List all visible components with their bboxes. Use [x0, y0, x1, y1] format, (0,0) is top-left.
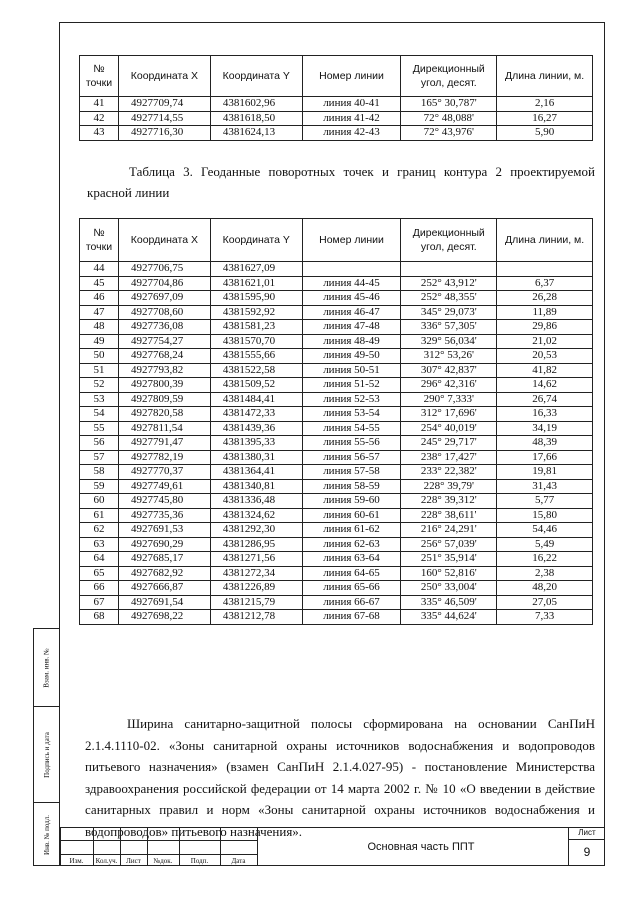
cell-point: 64	[80, 552, 119, 567]
cell-angle: 335° 44,624'	[401, 610, 497, 625]
cell-coord-y: 4381272,34	[210, 566, 302, 581]
title-block	[60, 827, 605, 865]
cell-length: 26,28	[497, 291, 593, 306]
table-row	[80, 523, 593, 538]
cell-point: 68	[80, 610, 119, 625]
table-row	[80, 421, 593, 436]
cell-angle: 335° 46,509'	[401, 595, 497, 610]
sheet-label: Лист	[569, 827, 605, 840]
cell-line: линия 54-55	[302, 421, 401, 436]
cell-angle: 165° 30,787'	[401, 97, 497, 112]
geodata-table-3	[79, 218, 593, 625]
side-label-original-inv: Инв. № подл.	[43, 815, 52, 855]
table-row	[80, 392, 593, 407]
table-row	[80, 610, 593, 625]
cell-length: 2,16	[497, 97, 593, 112]
cell-angle: 252° 43,912'	[401, 276, 497, 291]
cell-length: 31,43	[497, 479, 593, 494]
cell-coord-y: 4381212,78	[210, 610, 302, 625]
cell-coord-x: 4927666,87	[118, 581, 210, 596]
cell-point: 59	[80, 479, 119, 494]
cell-coord-x: 4927745,80	[118, 494, 210, 509]
stamp-label-date: Дата	[231, 857, 246, 865]
cell-point: 54	[80, 407, 119, 422]
cell-angle: 251° 35,914'	[401, 552, 497, 567]
cell-coord-x: 4927682,92	[118, 566, 210, 581]
cell-point: 47	[80, 305, 119, 320]
cell-length: 5,90	[497, 126, 593, 141]
cell-length: 5,49	[497, 537, 593, 552]
cell-point: 65	[80, 566, 119, 581]
cell-angle: 312° 53,26'	[401, 349, 497, 364]
table-row	[80, 97, 593, 112]
table-row	[80, 450, 593, 465]
cell-angle: 72° 43,976'	[401, 126, 497, 141]
cell-angle: 216° 24,291'	[401, 523, 497, 538]
table-row	[80, 262, 593, 277]
cell-coord-y: 4381286,95	[210, 537, 302, 552]
document-title: Основная часть ППТ	[367, 841, 475, 853]
cell-angle: 250° 33,004'	[401, 581, 497, 596]
cell-line: линия 50-51	[302, 363, 401, 378]
cell-length: 48,39	[497, 436, 593, 451]
cell-length: 11,89	[497, 305, 593, 320]
cell-angle: 245° 29,717'	[401, 436, 497, 451]
cell-length: 29,86	[497, 320, 593, 335]
cell-line: линия 59-60	[302, 494, 401, 509]
col-point: № точки	[80, 56, 119, 97]
cell-coord-y: 4381555,66	[210, 349, 302, 364]
cell-coord-y: 4381595,90	[210, 291, 302, 306]
cell-coord-x: 4927809,59	[118, 392, 210, 407]
cell-angle: 233° 22,382'	[401, 465, 497, 480]
cell-point: 67	[80, 595, 119, 610]
cell-point: 60	[80, 494, 119, 509]
cell-coord-y: 4381215,79	[210, 595, 302, 610]
cell-coord-y: 4381627,09	[210, 262, 302, 277]
cell-coord-x: 4927685,17	[118, 552, 210, 567]
cell-coord-y: 4381336,48	[210, 494, 302, 509]
cell-coord-y: 4381271,56	[210, 552, 302, 567]
table-row	[80, 305, 593, 320]
cell-line: линия 61-62	[302, 523, 401, 538]
cell-coord-y: 4381522,58	[210, 363, 302, 378]
table-row	[80, 552, 593, 567]
cell-point: 51	[80, 363, 119, 378]
cell-length: 16,22	[497, 552, 593, 567]
cell-coord-x: 4927716,30	[118, 126, 210, 141]
cell-angle: 238° 17,427'	[401, 450, 497, 465]
col-point: № точки	[80, 219, 119, 262]
cell-coord-x: 4927749,61	[118, 479, 210, 494]
cell-line: линия 56-57	[302, 450, 401, 465]
cell-angle: 252° 48,355'	[401, 291, 497, 306]
table-row	[80, 334, 593, 349]
cell-length: 27,05	[497, 595, 593, 610]
cell-coord-x: 4927735,36	[118, 508, 210, 523]
cell-length: 17,66	[497, 450, 593, 465]
cell-line: линия 67-68	[302, 610, 401, 625]
col-angle: Дирекционный угол, десят.	[401, 56, 497, 97]
cell-point: 44	[80, 262, 119, 277]
table-row	[80, 566, 593, 581]
cell-line: линия 40-41	[302, 97, 401, 112]
cell-point: 49	[80, 334, 119, 349]
cell-coord-x: 4927770,37	[118, 465, 210, 480]
cell-length: 16,33	[497, 407, 593, 422]
stamp-label-sheet: Лист	[126, 857, 141, 865]
cell-coord-y: 4381395,33	[210, 436, 302, 451]
table-row	[80, 436, 593, 451]
table-row	[80, 508, 593, 523]
cell-line: линия 46-47	[302, 305, 401, 320]
cell-line: линия 47-48	[302, 320, 401, 335]
cell-length: 2,38	[497, 566, 593, 581]
cell-length: 48,20	[497, 581, 593, 596]
cell-point: 56	[80, 436, 119, 451]
cell-length: 41,82	[497, 363, 593, 378]
cell-coord-x: 4927704,86	[118, 276, 210, 291]
cell-line: линия 66-67	[302, 595, 401, 610]
cell-point: 41	[80, 97, 119, 112]
cell-length: 20,53	[497, 349, 593, 364]
table-row	[80, 276, 593, 291]
cell-angle: 228° 38,611'	[401, 508, 497, 523]
cell-coord-x: 4927691,53	[118, 523, 210, 538]
cell-coord-x: 4927708,60	[118, 305, 210, 320]
cell-coord-y: 4381581,23	[210, 320, 302, 335]
col-line: Номер линии	[302, 56, 401, 97]
cell-angle: 336° 57,305'	[401, 320, 497, 335]
table-row	[80, 465, 593, 480]
col-angle: Дирекционный угол, десят.	[401, 219, 497, 262]
cell-length: 15,80	[497, 508, 593, 523]
col-length: Длина линии, м.	[497, 56, 593, 97]
cell-coord-y: 4381364,41	[210, 465, 302, 480]
col-length: Длина линии, м.	[497, 219, 593, 262]
cell-angle: 312° 17,696'	[401, 407, 497, 422]
cell-point: 55	[80, 421, 119, 436]
cell-angle: 290° 7,333'	[401, 392, 497, 407]
cell-coord-x: 4927690,29	[118, 537, 210, 552]
table-row	[80, 291, 593, 306]
cell-coord-x: 4927706,75	[118, 262, 210, 277]
cell-point: 58	[80, 465, 119, 480]
cell-length: 16,27	[497, 111, 593, 126]
cell-point: 52	[80, 378, 119, 393]
cell-length: 7,33	[497, 610, 593, 625]
cell-coord-y: 4381570,70	[210, 334, 302, 349]
cell-line	[302, 262, 401, 277]
cell-line: линия 63-64	[302, 552, 401, 567]
cell-coord-x: 4927820,58	[118, 407, 210, 422]
cell-length: 34,19	[497, 421, 593, 436]
body-paragraph: Ширина санитарно-защитной полосы сформирована на основании СанПиН 2.1.4.1110-02. «Зоны санитарной охраны источников водоснабжения и водопроводов питьевого назначения» (взамен СанПиН 2.1.4.027-95) - постановление Министерства здравоохранения российской федерации от 14 марта 2002 г. № 10 «О введении в действие санитарных правил и норм «Зоны санитарной охраны источников водоснабжения и водопроводов» питьевого назначения».	[85, 716, 595, 839]
cell-point: 43	[80, 126, 119, 141]
col-line: Номер линии	[302, 219, 401, 262]
cell-coord-x: 4927811,54	[118, 421, 210, 436]
cell-point: 61	[80, 508, 119, 523]
cell-coord-y: 4381324,62	[210, 508, 302, 523]
cell-line: линия 52-53	[302, 392, 401, 407]
cell-coord-y: 4381484,41	[210, 392, 302, 407]
cell-line: линия 42-43	[302, 126, 401, 141]
table-header-row	[80, 219, 593, 262]
cell-coord-y: 4381618,50	[210, 111, 302, 126]
cell-line: линия 64-65	[302, 566, 401, 581]
cell-coord-y: 4381592,92	[210, 305, 302, 320]
cell-length: 21,02	[497, 334, 593, 349]
stamp-label-count: Кол.уч.	[95, 857, 118, 865]
cell-coord-y: 4381472,33	[210, 407, 302, 422]
cell-line: линия 58-59	[302, 479, 401, 494]
cell-point: 57	[80, 450, 119, 465]
cell-line: линия 49-50	[302, 349, 401, 364]
side-label-replace-inv: Взам. инв. №	[43, 647, 52, 688]
cell-line: линия 55-56	[302, 436, 401, 451]
cell-coord-x: 4927754,27	[118, 334, 210, 349]
cell-coord-y: 4381602,96	[210, 97, 302, 112]
cell-coord-x: 4927736,08	[118, 320, 210, 335]
cell-line: линия 44-45	[302, 276, 401, 291]
cell-angle: 228° 39,79'	[401, 479, 497, 494]
cell-length: 19,81	[497, 465, 593, 480]
cell-coord-x: 4927698,22	[118, 610, 210, 625]
cell-point: 48	[80, 320, 119, 335]
table-row	[80, 537, 593, 552]
cell-point: 45	[80, 276, 119, 291]
cell-coord-x: 4927800,39	[118, 378, 210, 393]
cell-coord-x: 4927793,82	[118, 363, 210, 378]
cell-coord-x: 4927768,24	[118, 349, 210, 364]
cell-line: линия 45-46	[302, 291, 401, 306]
cell-line: линия 57-58	[302, 465, 401, 480]
cell-length	[497, 262, 593, 277]
cell-coord-x: 4927697,09	[118, 291, 210, 306]
side-stamp	[33, 628, 59, 866]
cell-coord-y: 4381509,52	[210, 378, 302, 393]
cell-line: линия 51-52	[302, 378, 401, 393]
cell-angle	[401, 262, 497, 277]
table-row	[80, 494, 593, 509]
cell-coord-x: 4927714,55	[118, 111, 210, 126]
geodata-table-1	[79, 55, 593, 141]
table-row	[80, 363, 593, 378]
cell-angle: 72° 48,088'	[401, 111, 497, 126]
cell-angle: 228° 39,312'	[401, 494, 497, 509]
table-row	[80, 111, 593, 126]
cell-line: линия 60-61	[302, 508, 401, 523]
table-row	[80, 581, 593, 596]
cell-point: 42	[80, 111, 119, 126]
cell-angle: 329° 56,034'	[401, 334, 497, 349]
cell-length: 26,74	[497, 392, 593, 407]
cell-point: 53	[80, 392, 119, 407]
table-row	[80, 378, 593, 393]
cell-coord-x: 4927782,19	[118, 450, 210, 465]
col-coord-y: Координата Y	[210, 219, 302, 262]
cell-line: линия 48-49	[302, 334, 401, 349]
col-coord-x: Координата X	[118, 56, 210, 97]
stamp-label-change: Изм.	[69, 857, 84, 865]
cell-length: 54,46	[497, 523, 593, 538]
cell-length: 14,62	[497, 378, 593, 393]
cell-coord-y: 4381380,31	[210, 450, 302, 465]
cell-length: 6,37	[497, 276, 593, 291]
cell-point: 62	[80, 523, 119, 538]
table-row	[80, 595, 593, 610]
table-3-caption: Таблица 3. Геоданные поворотных точек и границ контура 2 проектируемой красной линии	[87, 164, 595, 200]
cell-coord-y: 4381439,36	[210, 421, 302, 436]
cell-coord-x: 4927709,74	[118, 97, 210, 112]
cell-line: линия 53-54	[302, 407, 401, 422]
cell-point: 50	[80, 349, 119, 364]
sheet-box	[568, 827, 605, 865]
table-row	[80, 349, 593, 364]
cell-line: линия 41-42	[302, 111, 401, 126]
cell-angle: 256° 57,039'	[401, 537, 497, 552]
cell-line: линия 65-66	[302, 581, 401, 596]
cell-coord-y: 4381292,30	[210, 523, 302, 538]
cell-length: 5,77	[497, 494, 593, 509]
cell-coord-y: 4381621,01	[210, 276, 302, 291]
cell-angle: 307° 42,837'	[401, 363, 497, 378]
cell-angle: 160° 52,816'	[401, 566, 497, 581]
side-label-signature-date: Подпись и дата	[43, 731, 52, 778]
cell-point: 46	[80, 291, 119, 306]
cell-coord-x: 4927791,47	[118, 436, 210, 451]
stamp-label-doc: №док.	[153, 857, 173, 865]
cell-coord-y: 4381340,81	[210, 479, 302, 494]
cell-angle: 345° 29,073'	[401, 305, 497, 320]
cell-angle: 296° 42,316'	[401, 378, 497, 393]
cell-point: 63	[80, 537, 119, 552]
col-coord-x: Координата X	[118, 219, 210, 262]
cell-point: 66	[80, 581, 119, 596]
table-row	[80, 126, 593, 141]
table-row	[80, 407, 593, 422]
sheet-number: 9	[583, 845, 591, 859]
cell-coord-y: 4381624,13	[210, 126, 302, 141]
cell-coord-x: 4927691,54	[118, 595, 210, 610]
stamp-label-signature: Подп.	[190, 857, 209, 865]
col-coord-y: Координата Y	[210, 56, 302, 97]
table-row	[80, 320, 593, 335]
cell-line: линия 62-63	[302, 537, 401, 552]
cell-angle: 254° 40,019'	[401, 421, 497, 436]
table-header-row	[80, 56, 593, 97]
cell-coord-y: 4381226,89	[210, 581, 302, 596]
table-row	[80, 479, 593, 494]
